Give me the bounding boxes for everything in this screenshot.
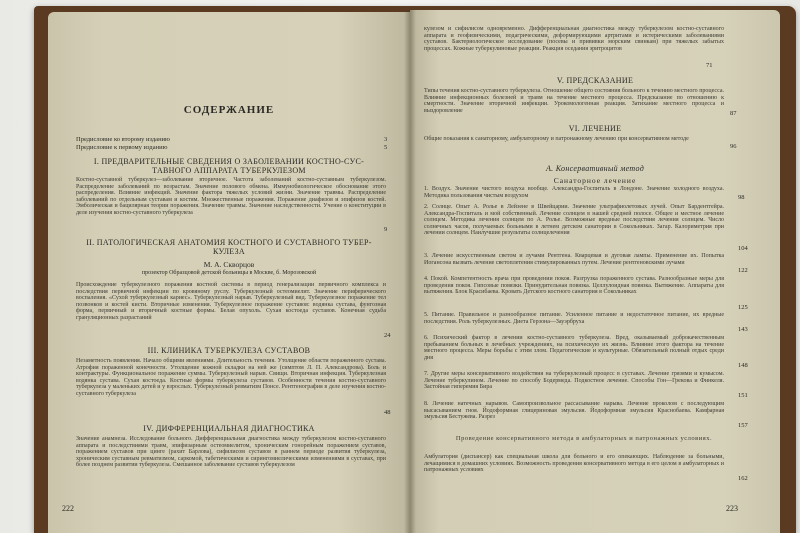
- right-page: [410, 10, 780, 533]
- section-iii-text: Незаметность появления. Начало общими явлениями. Длительность течения. Утолщение области пораженного сустава. Атрофия пораженной конечности. Утолщение кожной складки на ней же (симптом Л. П. Александрова). Боль и контрактуры. Функциональное поражение суммы. Туберкулезный нарыв. Свищи. Вторичная инфекция. Туберкулезная водянка сустава. Сухая костоеда. Костные формы туберкулеза суставов. Особенности течения костно-суставного туберкулеза у маленьких детей и у взрослых. Туберкулезный ревматизм Понсе. Рентгенография в деле изучения костно-суставного туберкулеза: [76, 358, 386, 397]
- item-5-text: 5. Питание. Правильное и разнообразное питание. Усиленное питание и недостаточное питание, их вредные последствия. Роль туберкулезных. Диета Герзона—Зауэрбруха: [424, 312, 724, 325]
- section-ii-heading-1: II. ПАТОЛОГИЧЕСКАЯ АНАТОМИЯ КОСТНОГО И СУСТАВНОГО ТУБЕР-: [86, 238, 372, 247]
- section-ii-text: Происхождение туберкулезного поражения костной системы в период генерализации первичного комплекса и последствия первичной инфекции по кровяному руслу. Туберкулезный остеомиелит. Значение периферического воспаления. «Сухой туберкулезный кариес». Туберкулезный нарыв. Туберкулезный вид. Туберкулезное поражение тел позвонков и костей кисти. Вторичные изменения. Туберкулезное поражение суставов: водянка сустава, фунгозная форма, первичный и вторичный костные формы. Белая опухоль. Сухая костоеда суставов. Конечная судьба грануляционных разрастаний: [76, 282, 386, 321]
- section-ii-heading-2: КУЛЕЗА: [213, 247, 245, 256]
- front-matter-2-page: 5: [384, 144, 388, 151]
- front-matter-2: Предисловие к первому изданию: [76, 144, 168, 151]
- front-matter-1-page: 3: [384, 136, 388, 143]
- item-1-page: 98: [738, 194, 745, 201]
- item-2-page: 104: [738, 245, 748, 252]
- item-8-text: 8. Лечение натечных нарывов. Самопроизвольное рассасывание нарыва. Лечение проколом с последующим высасыванием гноя. Йодоформная глицериновая эмульсия. Йодоформная эмульсия Краснобаева. Камфарная эмульсия Бестужева. Разрез: [424, 401, 724, 421]
- sanatorium-heading: Санаторное лечение: [553, 176, 637, 185]
- item-4-text: 4. Покой. Компетентность врача при проведении покоя. Разгрузка пораженного сустава. Разнообразные меры для проведения покоя. Гипсовые повязки. Принудительная повязка. Целлулоидная повязка. Вытяжение. Аппараты для вытяжения. Блок Красибаева. Кровать Детского костного санатория в Сокольниках: [424, 276, 724, 296]
- right-top-text: кулезом и сифилисом одновременно. Дифференциальная диагностика между туберкулезом костно-суставного аппарата и геофизическими, подагрическими, деформирующими артритами и истерическими заболеваниями суставов. Бактериологическое исследование (посевы и прививки морским свинкам) при тяжелых забытых процессах. Кожные туберкулиновые реакции. Реакция оседания эритроцитов: [424, 26, 724, 52]
- section-v-heading: V. ПРЕДСКАЗАНИЕ: [556, 76, 634, 85]
- item-6-page: 148: [738, 362, 748, 369]
- section-v-text: Типы течения костно-суставного туберкулеза. Отношение общего состояния больного к течению местного процесса. Влияние инфекционных болезней и травм на течение местного процесса. Предсказание по отношению к смертности. Значение вторичной инфекции. Урокомологенная реакция. Затихание местного процесса и выздоровление: [424, 88, 724, 114]
- item-6-text: 6. Психический фактор в лечении костно-суставного туберкулеза. Вред, оказываемый доброкачественным пребыванием больных в лечебных учреждениях, на психическую их жизнь. Влияние этого фактора на течение местного процесса. Меры борьбы с этим злом. Педагогические и культурные. Обязательный полный отдых среди дня: [424, 335, 724, 361]
- section-vi-heading: VI. ЛЕЧЕНИЕ: [568, 124, 622, 133]
- item-8-page: 157: [738, 422, 748, 429]
- section-iii-page: 48: [384, 409, 391, 416]
- section-iv-text: Значение анамнеза. Исследование больного. Дифференциальная диагностика между туберкулезом костно-суставного аппарата и последствиями травм, эпифизарным остеомиелитом, хроническим гонорейным поражением суставов, поражением суставов при цинге (рахит Барлова), сифилисом суставов в раннем периоде развития туберкулеза, хроническим суставным ревматизмом, саркомой, табетическими и сирингомиелическими изменениями в суставах, при более позднем развитии туберкулеза. Смешанное заболевание суставов туберкулезом: [76, 436, 386, 469]
- section-ii-author-note: прозектор Образцовой детской больницы в Москве, б. Морозовской: [141, 270, 317, 276]
- section-i-text: Костно-суставной туберкулез—заболевание вторичное. Частота заболеваний костно-суставным туберкулезом. Распределение заболеваний по возрастам. Значение полового обмена. Иммунобиологическое обоснование этого распределения. Влияние инфекций. Значение фактора тяжелых условий жизни. Значение травмы. Распределение заболеваний по отдельным суставам и костям. Множественные поражения. Поражение диафизов и эпифизов костей. Эмболическая и бацилярная теории поражения. Значение травмы. Значение наследственности. Учение о конституции в деле изучения костно-суставного туберкулеза: [76, 177, 386, 216]
- section-vi-text: Общие показания к санаторному, амбулаторному и патронажному лечению при консервативном методе: [424, 136, 689, 142]
- right-page-number: 223: [726, 504, 738, 513]
- ambulatory-page: 162: [738, 475, 748, 482]
- contents-title: СОДЕРЖАНИЕ: [183, 104, 275, 116]
- ambulatory-title: Проведение консервативного метода в амбулаторных и патронажных условиях.: [455, 435, 713, 442]
- item-5-page: 143: [738, 326, 748, 333]
- section-ii-page: 24: [384, 332, 391, 339]
- right-top-page: 71: [706, 62, 713, 69]
- item-1-text: 1. Воздух. Значение чистого воздуха вообще. Александра-Госпиталь в Лондоне. Значение холодного воздуха. Методика пользования чистым воздухом: [424, 186, 724, 199]
- section-ii-author: М. А. Скворцов: [203, 260, 255, 269]
- section-iii-heading: III. КЛИНИКА ТУБЕРКУЛЕЗА СУСТАВОВ: [147, 346, 311, 355]
- book-gutter: [404, 10, 416, 533]
- item-7-text: 7. Другие меры консервативного воздействия на туберкулезный процесс в суставах. Лечение грязями и кумысом. Лечение туберкулином. Лечение по способу Бодермеда. Подкостное лечение. Способы Гон—Грекова и Финкеля. Застойная гиперемия Бира: [424, 371, 724, 391]
- section-i-heading-1: I. ПРЕДВАРИТЕЛЬНЫЕ СВЕДЕНИЯ О ЗАБОЛЕВАНИИ КОСТНО-СУС-: [93, 157, 365, 166]
- item-3-page: 122: [738, 267, 748, 274]
- item-2-text: 2. Солнце. Опыт А. Ролье в Лейзене в Швейцарии. Значение ультрафиолетовых лучей. Опыт Бардентгейра. Александра-Госпиталь и мой собственный. Лечение солнцем в нашей средней полосе. Общее и местное лечение солнцем. Методика лечения солнцем по А. Ролье. Возможные вредные последствия лечения солнцем. Число солнечных часов, получаемых больными в летнем детском санатории в Сокольниках. Загар. Калориметрия при лечении солнцем. Наилучшие результаты солнцелечения: [424, 204, 724, 237]
- item-3-text: 3. Лечение искусственным светом и лучами Рентгена. Кварцевая и дуговая лампы. Применение их. Попытка Иогансона вызвать лечение светоплетения стимулированных путем. Лечение рентгеновскими лучами: [424, 253, 724, 266]
- section-iv-heading: IV. ДИФФЕРЕНЦИАЛЬНАЯ ДИАГНОСТИКА: [143, 424, 315, 433]
- subsection-a-heading: А. Консервативный метод: [545, 164, 645, 173]
- section-v-page: 87: [730, 110, 737, 117]
- item-7-page: 151: [738, 392, 748, 399]
- section-vi-page: 96: [730, 143, 737, 150]
- section-i-heading-2: ТАВНОГО АППАРАТА ТУБЕРКУЛЕЗОМ: [152, 166, 306, 175]
- front-matter-1: Предисловие ко второму изданию: [76, 136, 170, 143]
- left-page-number: 222: [62, 504, 74, 513]
- item-4-page: 125: [738, 304, 748, 311]
- section-i-page: 9: [384, 226, 388, 233]
- ambulatory-text: Амбулатория (диспансер) как специальная школа для больного и его опекающих. Наблюдение за больными, лечащимися в домашних условиях. Возможность проведения консервативного метода в его целом в амбулаторных и патронажных условиях: [424, 454, 724, 474]
- left-page: [48, 12, 410, 533]
